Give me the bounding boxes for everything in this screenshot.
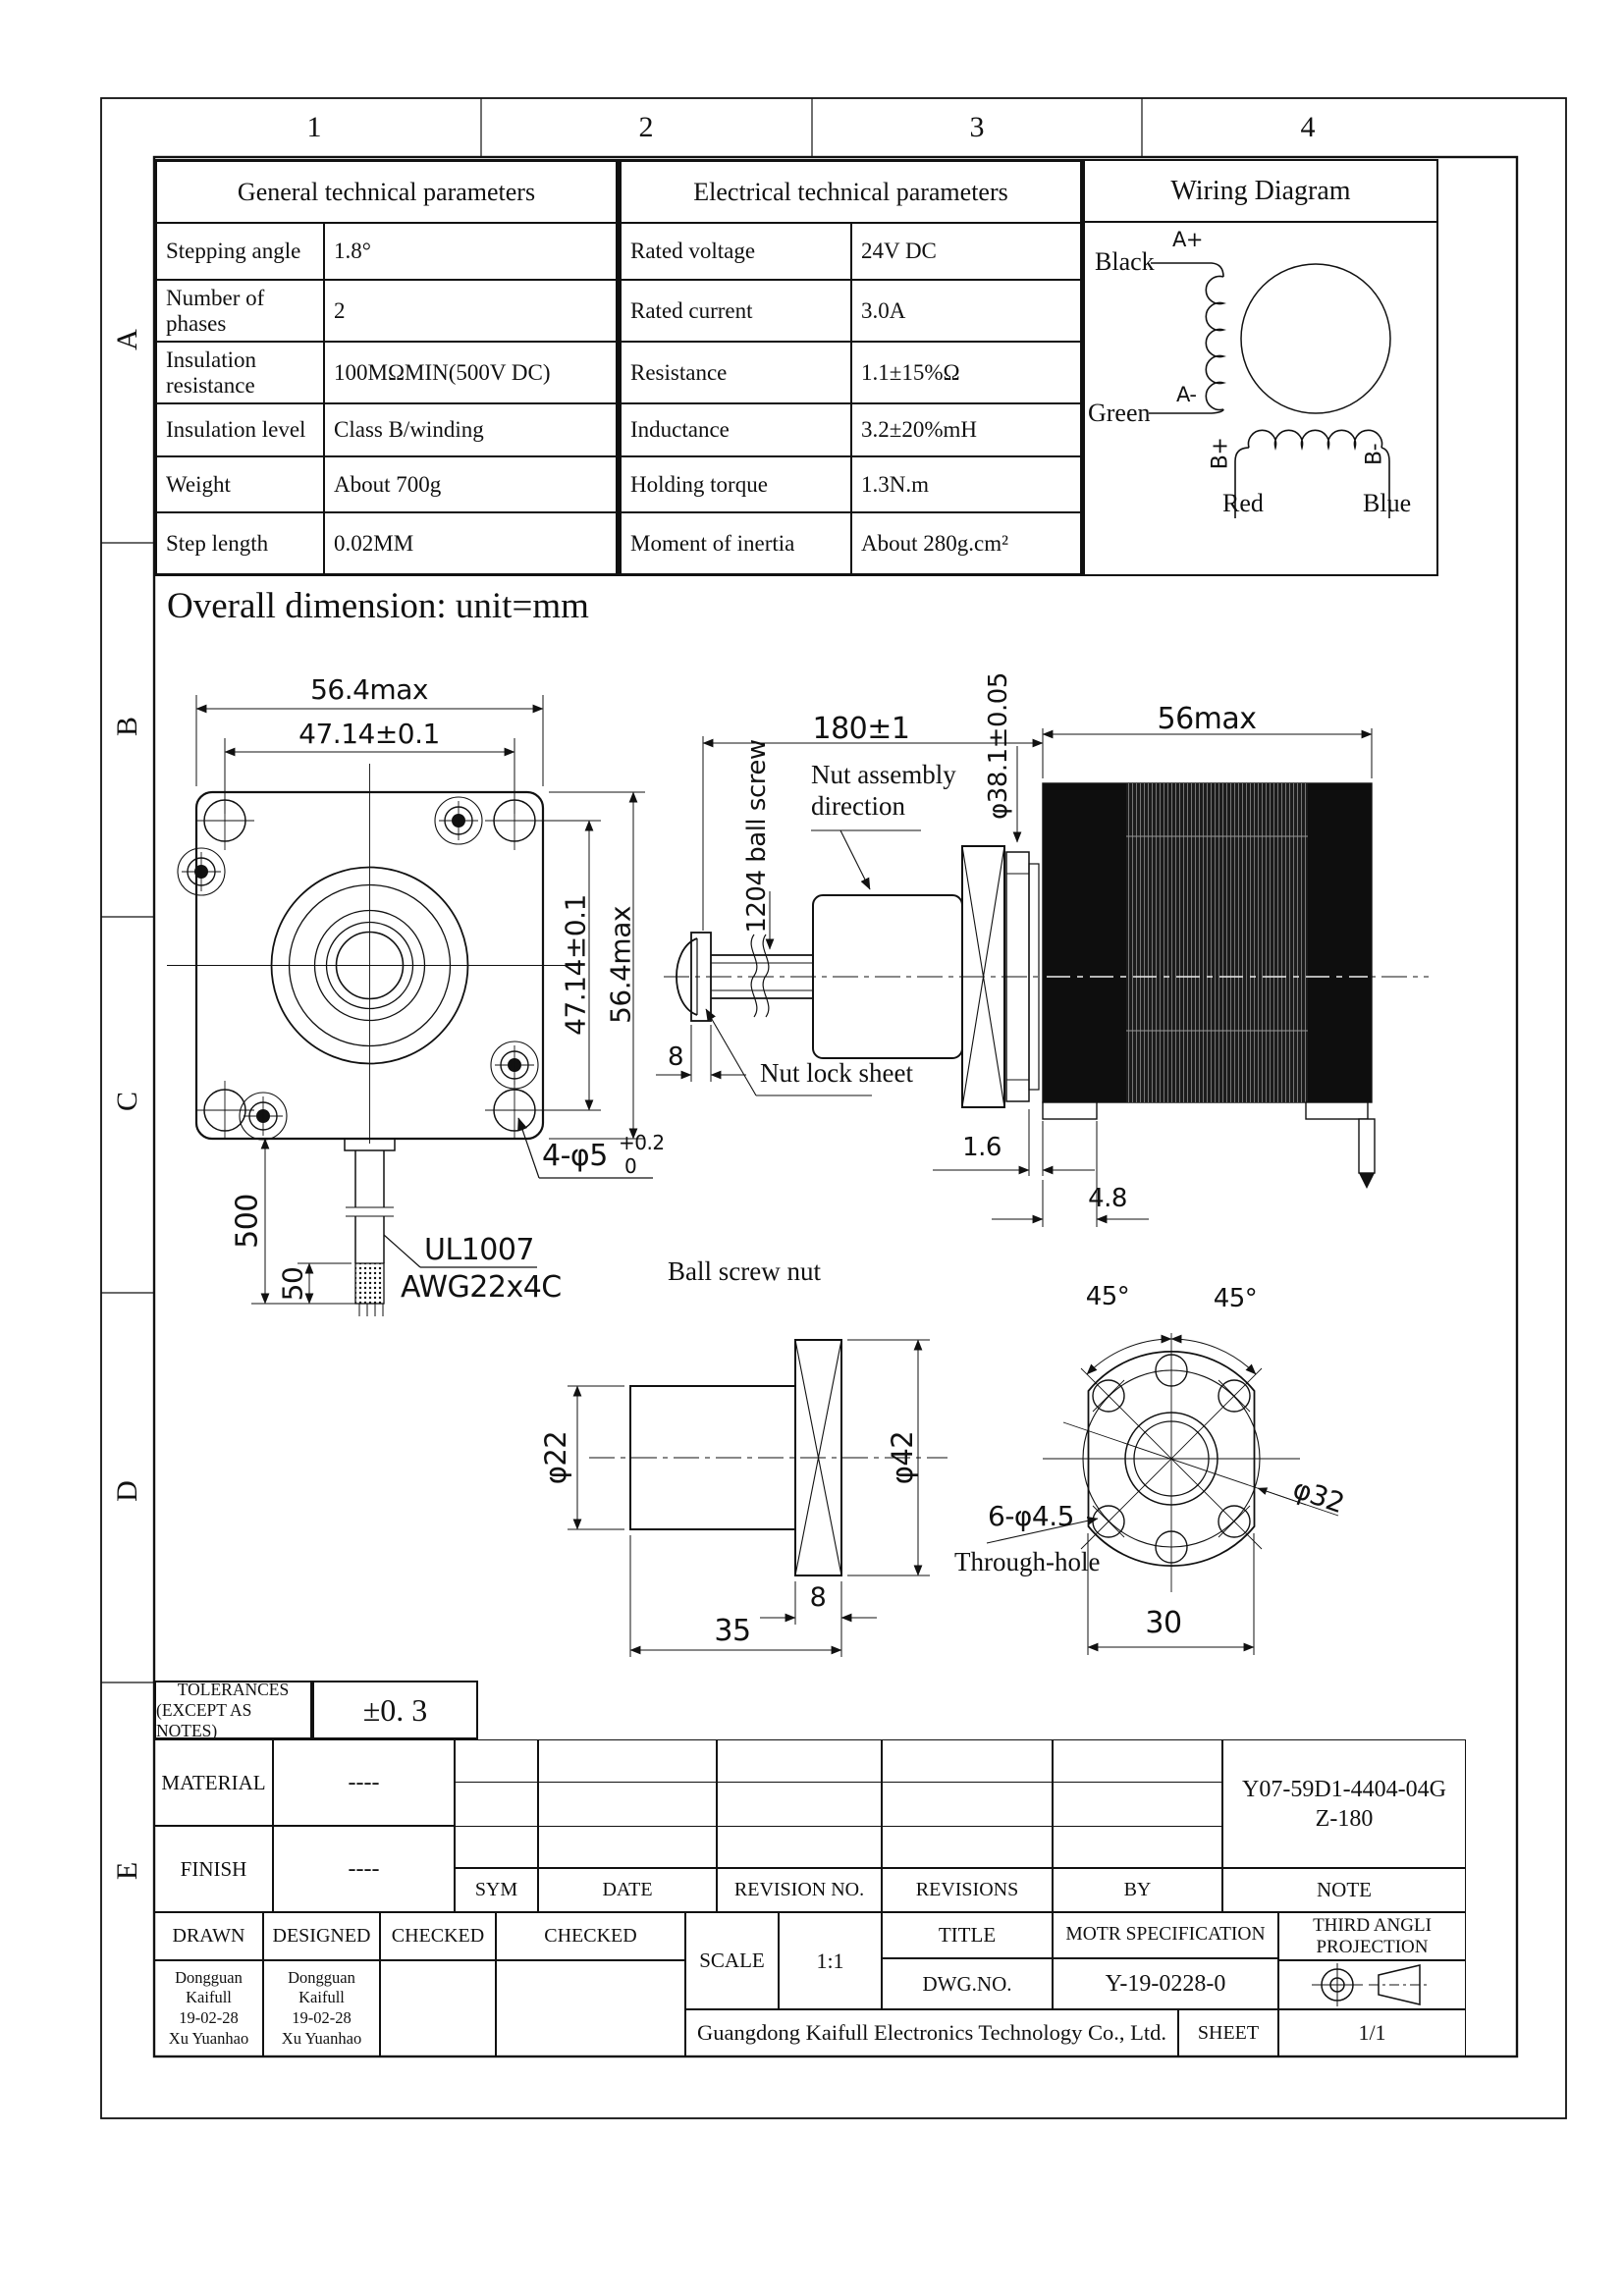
material-label: MATERIAL (154, 1739, 273, 1826)
revisions-header: REVISIONS (882, 1868, 1053, 1912)
revision-grid-col (717, 1739, 882, 1868)
wire-label-black: Black (1095, 247, 1155, 276)
param-value: About 700g (324, 456, 617, 512)
wiring-diagram-title: Wiring Diagram (1170, 175, 1351, 206)
zone-row-a: A (111, 329, 143, 350)
scale-value: 1:1 (779, 1912, 882, 2009)
zone-col-4: 4 (1300, 111, 1316, 143)
dim-cable-length: 500 (230, 1194, 265, 1249)
revision-grid-col (1053, 1739, 1222, 1868)
wire-label-b-minus: B- (1362, 443, 1387, 466)
label-ball-screw: 1204 ball screw (742, 739, 772, 934)
note-header: NOTE (1222, 1868, 1466, 1912)
drawn-value: Dongguan Kaifull 19-02-28 Xu Yuanhao (154, 1960, 263, 2056)
wire-spec-line2: AWG22x4C (401, 1270, 562, 1305)
company-name: Guangdong Kaifull Electronics Technology Co., Ltd. (685, 2009, 1178, 2056)
dim-nut-flange-8: 8 (809, 1582, 827, 1613)
label-through-hole: Through-hole (954, 1547, 1101, 1576)
checked-header-2: CHECKED (496, 1912, 685, 1960)
title-label: TITLE (882, 1912, 1053, 1958)
dim-cable-strip: 50 (276, 1266, 309, 1302)
revision-grid-col (882, 1739, 1053, 1868)
dim-bolt-holes: 6-φ4.5 (988, 1500, 1074, 1532)
wire-label-b-plus: B+ (1208, 437, 1233, 470)
designed-header: DESIGNED (263, 1912, 380, 1960)
dim-height-max: 56.4max (604, 906, 637, 1024)
wire-label-red: Red (1222, 489, 1264, 517)
label-nut-assembly-2: direction (811, 791, 905, 821)
param-value: 1.8° (324, 223, 617, 280)
sheet-value: 1/1 (1278, 2009, 1466, 2056)
param-value: 24V DC (851, 223, 1081, 280)
dim-foot-48: 4.8 (1088, 1184, 1127, 1213)
electrical-parameters-table (619, 159, 1083, 576)
param-value: 3.0A (851, 280, 1081, 342)
label-nut-assembly-1: Nut assembly (811, 760, 956, 789)
tolerance-value-cell (312, 1681, 478, 1739)
param-label: Rated voltage (621, 223, 851, 280)
zone-row-c: C (111, 1091, 143, 1112)
tolerance-label-1: TOLERANCES (177, 1679, 290, 1699)
dim-nut-d42: φ42 (886, 1430, 919, 1485)
param-label: Weight (156, 456, 324, 512)
zone-row-d: D (111, 1480, 143, 1502)
side-view-lines (656, 728, 1429, 1227)
revision-no-header: REVISION NO. (717, 1868, 882, 1912)
sym-header: SYM (455, 1868, 538, 1912)
finish-label: FINISH (154, 1826, 273, 1912)
wire-label-a-minus: A- (1176, 383, 1197, 406)
checked-header-1: CHECKED (380, 1912, 496, 1960)
label-ball-screw-nut: Ball screw nut (668, 1256, 821, 1286)
designed-value: Dongguan Kaifull 19-02-28 Xu Yuanhao (263, 1960, 380, 2056)
revision-grid-col (538, 1739, 717, 1868)
projection-symbol-cell (1278, 1960, 1466, 2009)
param-value: 100MΩMIN(500V DC) (324, 342, 617, 403)
overall-dimension-title: Overall dimension: unit=mm (167, 586, 589, 626)
material-value: ---- (273, 1739, 455, 1826)
param-value: Class B/winding (324, 403, 617, 456)
param-value: 0.02MM (324, 512, 617, 574)
dim-gap-16: 1.6 (962, 1133, 1001, 1162)
dim-collar-8: 8 (667, 1042, 684, 1072)
dim-nut-length-35: 35 (714, 1614, 751, 1648)
checked-value-2 (496, 1960, 685, 2056)
dim-width-max: 56.4max (310, 673, 428, 706)
nut-view-lines (568, 1340, 947, 1657)
revision-grid-line (455, 1782, 1222, 1783)
dim-angle-45-left: 45° (1085, 1282, 1130, 1311)
revision-grid-col (455, 1739, 538, 1868)
param-label: Stepping angle (156, 223, 324, 280)
drawn-header: DRAWN (154, 1912, 263, 1960)
dim-body-length: 56max (1157, 702, 1257, 736)
wire-label-blue: Blue (1363, 489, 1412, 517)
dwg-no-label: DWG.NO. (882, 1958, 1053, 2009)
electrical-table-title: Electrical technical parameters (621, 161, 1081, 223)
param-label: Rated current (621, 280, 851, 342)
wiring-diagram-header (1083, 159, 1438, 223)
dim-boss-diameter: φ38.1±0.05 (984, 672, 1013, 820)
title-value: MOTR SPECIFICATION (1053, 1912, 1278, 1958)
param-label: Holding torque (621, 456, 851, 512)
dim-nut-d22: φ22 (539, 1430, 572, 1485)
wire-label-green: Green (1088, 399, 1151, 427)
scale-label: SCALE (685, 1912, 779, 2009)
param-label: Insulation level (156, 403, 324, 456)
general-parameters-table (154, 159, 619, 576)
param-label: Inductance (621, 403, 851, 456)
param-label: Insulation resistance (156, 342, 324, 403)
dim-total-length: 180±1 (812, 712, 910, 746)
dwg-no-value: Y-19-0228-0 (1053, 1958, 1278, 2009)
sheet-label: SHEET (1178, 2009, 1278, 2056)
zone-col-2: 2 (638, 111, 654, 143)
wire-spec-line1: UL1007 (424, 1233, 535, 1267)
dim-bolt-circle-d32: φ32 (1288, 1471, 1349, 1521)
param-label: Step length (156, 512, 324, 574)
projection-label: THIRD ANGLI PROJECTION (1278, 1912, 1466, 1960)
param-value: About 280g.cm² (851, 512, 1081, 574)
date-header: DATE (538, 1868, 717, 1912)
finish-value: ---- (273, 1826, 455, 1912)
dim-corner-holes: 4-φ5 (542, 1139, 608, 1173)
zone-row-e: E (111, 1861, 143, 1881)
param-label: Resistance (621, 342, 851, 403)
param-label: Number of phases (156, 280, 324, 342)
dim-angle-45-right: 45° (1213, 1284, 1258, 1313)
dim-height-tol: 47.14±0.1 (559, 894, 592, 1036)
zone-row-b: B (111, 716, 143, 737)
checked-value-1 (380, 1960, 496, 2056)
by-header: BY (1053, 1868, 1222, 1912)
param-value: 1.1±15%Ω (851, 342, 1081, 403)
param-value: 1.3N.m (851, 456, 1081, 512)
wire-label-a-plus: A+ (1172, 228, 1203, 251)
dim-corner-holes-sup: +0.2 (619, 1131, 665, 1154)
revision-grid-line (455, 1826, 1222, 1827)
zone-col-1: 1 (306, 111, 322, 143)
label-nut-lock-sheet: Nut lock sheet (760, 1058, 913, 1088)
dim-corner-holes-sub: 0 (624, 1154, 637, 1178)
tolerance-value: ±0. 3 (362, 1691, 428, 1728)
part-number-cell: Y07-59D1-4404-04G Z-180 (1222, 1739, 1466, 1868)
dim-flat-width-30: 30 (1145, 1606, 1182, 1640)
param-value: 2 (324, 280, 617, 342)
param-value: 3.2±20%mH (851, 403, 1081, 456)
tolerance-label-2: (EXCEPT AS NOTES) (156, 1699, 252, 1740)
tolerance-label-cell (154, 1681, 312, 1739)
dim-width-tol: 47.14±0.1 (298, 718, 440, 750)
general-table-title: General technical parameters (156, 161, 617, 223)
zone-col-3: 3 (969, 111, 985, 143)
param-label: Moment of inertia (621, 512, 851, 574)
